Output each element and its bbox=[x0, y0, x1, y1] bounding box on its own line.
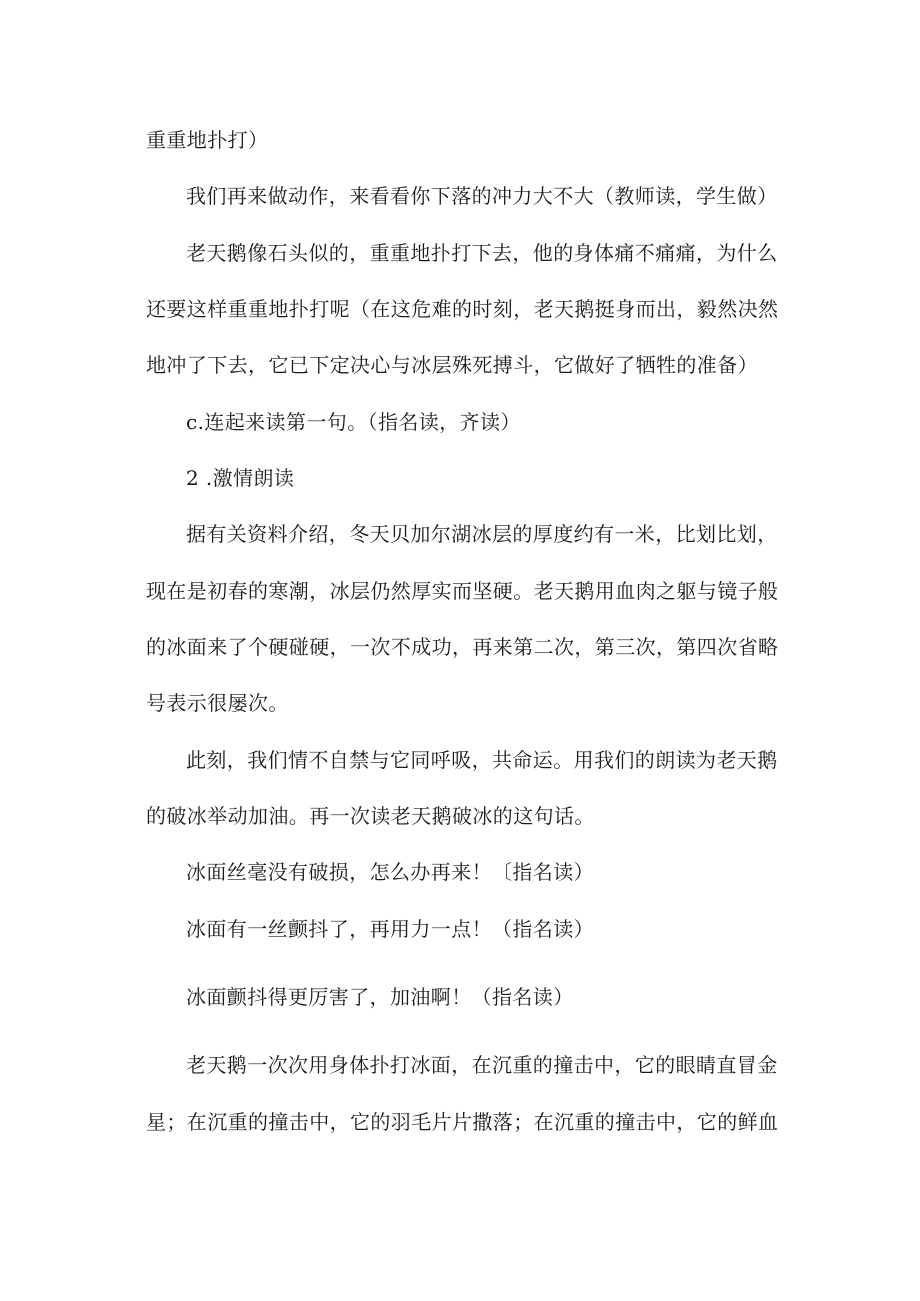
text-line-11: 号表示很屡次。 bbox=[146, 691, 289, 715]
text-line-1: 重重地扑打） bbox=[146, 128, 269, 152]
section-heading: 2 .激情朗读 bbox=[186, 466, 295, 490]
text-line-9: 现在是初春的寒潮，冰层仍然厚实而坚硬。老天鹅用血肉之躯与镜子般 bbox=[146, 579, 779, 603]
text-line-17: 老天鹅一次次用身体扑打冰面，在沉重的撞击中，它的眼睛直冒金 bbox=[186, 1053, 778, 1077]
text-line-18: 星；在沉重的撞击中，它的羽毛片片撒落；在沉重的撞击中，它的鲜血 bbox=[146, 1110, 779, 1134]
text-line-12: 此刻，我们情不自禁与它同呼吸，共命运。用我们的朗读为老天鹅 bbox=[186, 748, 778, 772]
text-line-14: 冰面丝毫没有破损，怎么办再来！〔指名读） bbox=[186, 860, 594, 884]
text-line-10: 的冰面来了个硬碰硬，一次不成功，再来第二次，第三次，第四次省略 bbox=[146, 635, 779, 659]
text-line-13: 的破冰举动加油。再一次读老天鹅破冰的这句话。 bbox=[146, 804, 595, 828]
text-line-16: 冰面颤抖得更厉害了，加油啊！（指名读） bbox=[186, 985, 574, 1009]
text-line-6: c.连起来读第一句。（指名读，齐读） bbox=[186, 410, 521, 434]
text-line-2: 我们再来做动作，来看看你下落的冲力大不大（教师读，学生做） bbox=[186, 184, 778, 208]
text-line-4: 还要这样重重地扑打呢（在这危难的时刻，老天鹅挺身而出，毅然决然 bbox=[146, 297, 779, 321]
text-line-5: 地冲了下去，它已下定决心与冰层殊死搏斗，它做好了牺牲的准备） bbox=[146, 353, 758, 377]
text-line-3: 老天鹅像石头似的，重重地扑打下去，他的身体痛不痛痛，为什么 bbox=[186, 241, 778, 265]
text-line-15: 冰面有一丝颤抖了，再用力一点！（指名读） bbox=[186, 917, 594, 941]
text-line-8: 据有关资料介绍，冬天贝加尔湖冰层的厚度约有一米，比划比划， bbox=[186, 522, 778, 546]
